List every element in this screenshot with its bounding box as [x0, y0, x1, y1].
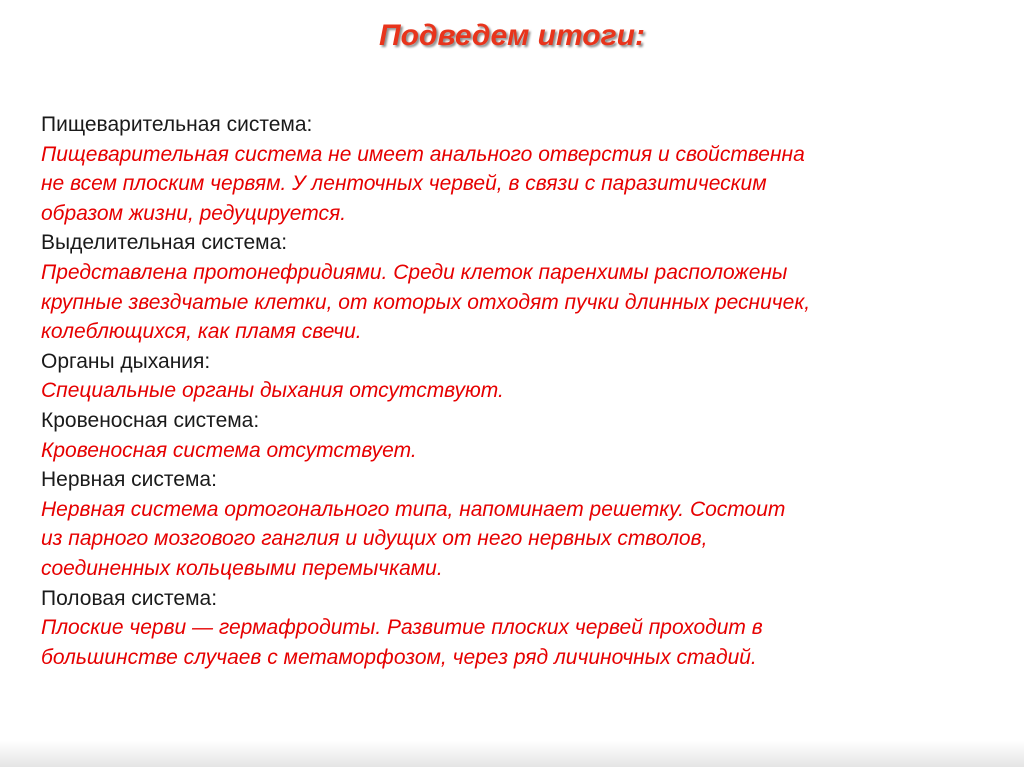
section-reproductive-system [41, 584, 1001, 673]
section-label: Органы дыхания: [41, 349, 211, 373]
bottom-shadow [0, 741, 1024, 767]
text-line: колеблющихся, как пламя свечи. [41, 320, 362, 344]
section-label: Пищеварительная система: [41, 113, 313, 136]
section-respiratory-organs [41, 347, 1001, 406]
section-label: Кровеносная система: [41, 408, 260, 432]
text-line: Пищеварительная система не имеет анального отверстия и свойственна [41, 142, 805, 166]
section-text [41, 495, 1001, 584]
section-nervous-system [41, 465, 1001, 583]
section-text [41, 376, 1001, 406]
section-circulatory-system [41, 406, 1001, 465]
section-digestive-system [41, 110, 1001, 228]
text-line: большинстве случаев с метаморфозом, через ряд личиночных стадий. [41, 645, 757, 669]
section-text [41, 613, 1001, 672]
text-line: соединенных кольцевыми перемычками. [41, 556, 443, 580]
section-label: Нервная система: [41, 468, 217, 492]
text-line: Нервная система ортогонального типа, напоминает решетку. Состоит [41, 497, 786, 521]
slide-content [41, 110, 1001, 672]
text-line: образом жизни, редуцируется. [41, 201, 347, 225]
section-text [41, 140, 1001, 229]
section-text [41, 436, 1001, 466]
section-excretory-system [41, 228, 1001, 346]
text-line: Специальные органы дыхания отсутствуют. [41, 379, 504, 403]
text-line: крупные звездчатые клетки, от которых отходят пучки длинных ресничек, [41, 290, 811, 314]
section-label: Половая система: [41, 586, 218, 610]
text-line: не всем плоским червям. У ленточных червей, в связи с паразитическим [41, 172, 767, 196]
section-label: Выделительная система: [41, 231, 288, 255]
text-line: Представлена протонефридиями. Среди клеток паренхимы расположены [41, 260, 788, 284]
text-line: Плоские черви — гермафродиты. Развитие плоских червей проходит в [41, 616, 763, 640]
text-line: Кровеносная система отсутствует. [41, 438, 417, 462]
section-text [41, 258, 1001, 347]
slide-title: Подведем итоги: [379, 19, 645, 52]
text-line: из парного мозгового ганглия и идущих от него нервных стволов, [41, 527, 708, 551]
